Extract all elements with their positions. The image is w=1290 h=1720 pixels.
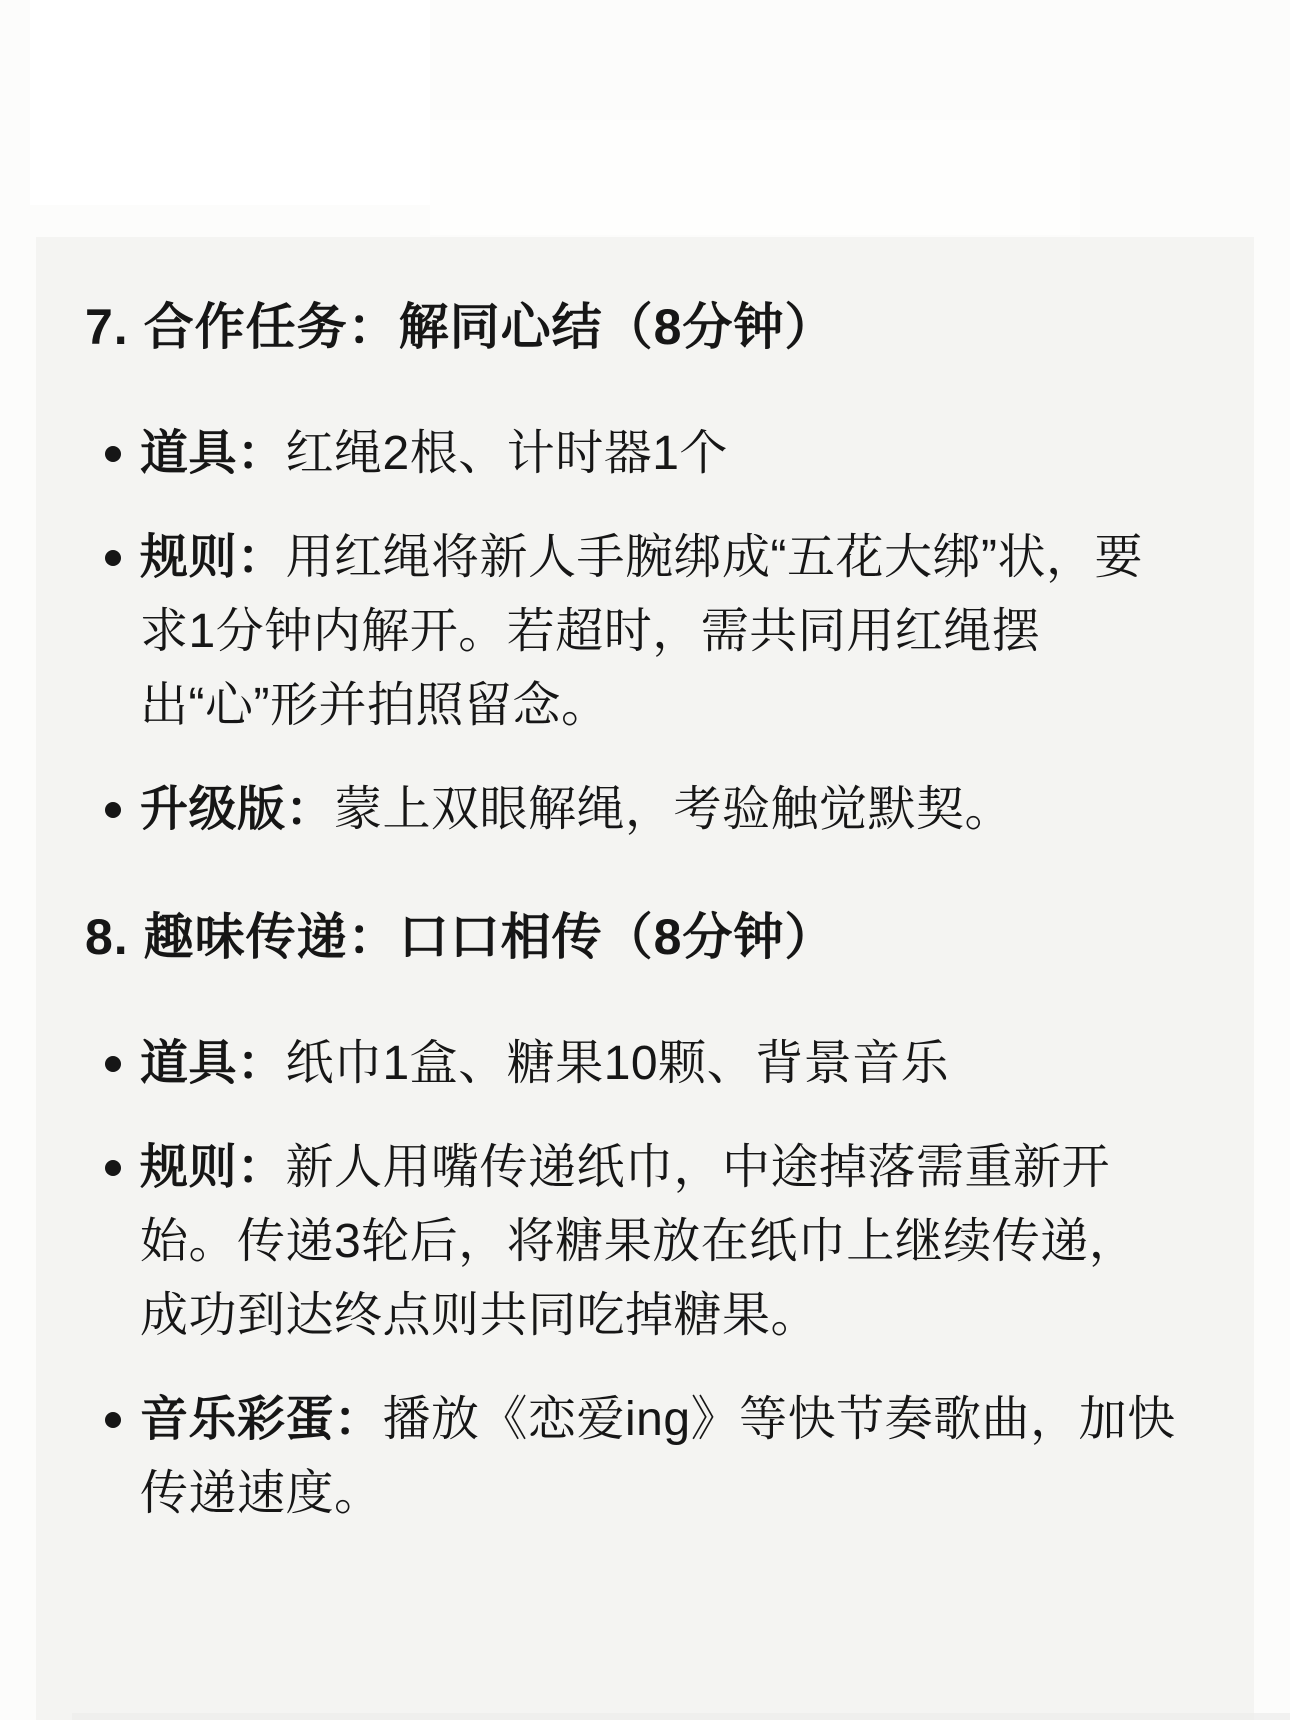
bullet-icon [105,1056,121,1072]
bullet-text: 播放《恋爱ing》等快节奏歌曲，加快传递速度。 [140,1393,1176,1520]
bullet-icon [105,802,121,818]
list-item-rules-8 [140,1131,1180,1353]
bullet-text: 红绳2根、计时器1个 [285,427,728,480]
bullet-label: 音乐彩蛋： [140,1393,383,1446]
content-card [36,237,1254,1720]
top-margin-patch [430,120,1080,235]
list-item-upgrade-7 [140,773,1180,847]
section-8-heading: 8. 趣味传递：口口相传（8分钟） [85,909,836,965]
bullet-text: 纸巾1盒、糖果10颗、背景音乐 [285,1037,950,1090]
bullet-text: 用红绳将新人手腕绑成“五花大绑”状，要求1分钟内解开。若超时，需共同用红绳摆出“心”形并拍照留念。 [140,531,1143,732]
bullet-label: 升级版： [140,783,335,836]
bullet-icon [105,1160,121,1176]
bullet-label: 道具： [140,1037,286,1090]
section-7-heading: 7. 合作任务：解同心结（8分钟） [85,299,836,355]
cutoff-content-edge [72,1713,1290,1720]
bullet-icon [105,1412,121,1428]
list-item-music-8 [140,1383,1180,1531]
bullet-label: 道具： [140,427,286,480]
list-item-props-7 [140,417,1180,491]
top-margin-patch [30,0,430,205]
list-item-rules-7 [140,521,1180,743]
bullet-label: 规则： [140,1141,286,1194]
bullet-icon [105,446,121,462]
list-item-props-8 [140,1027,1180,1101]
bullet-icon [105,550,121,566]
bullet-label: 规则： [140,531,286,584]
bullet-text: 蒙上双眼解绳，考验触觉默契。 [334,783,1014,836]
bullet-text: 新人用嘴传递纸巾，中途掉落需重新开始。传递3轮后，将糖果放在纸巾上继续传递，成功到达终点则共同吃掉糖果。 [140,1141,1138,1342]
